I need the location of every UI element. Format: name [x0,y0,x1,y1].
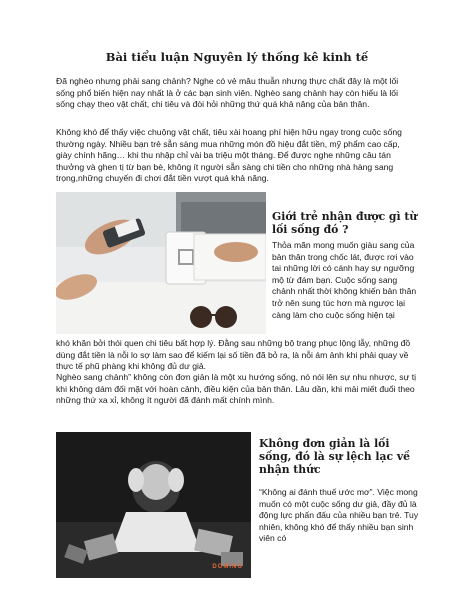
section-1-side-text: Thỏa mãn mong muốn giàu sang của bản thân trong chốc lát, được rơi vào tai những lời có cánh hay sự ngưỡng mộ từ đám bạn. Cuộc sống sang chảnh nhất thời không khiến bản thân trở nên sung túc hơn mà ngược lại càng làm cho cuộc sống hiện tại [272,240,417,320]
photo-caption-logo: DOMINO [212,564,243,570]
intro-paragraph-2: Không khó để thấy việc chuộng vật chất, tiêu xài hoang phí hiện hữu ngay trong cuộc sống thường ngày. Nhiều bạn trẻ sẵn sàng mua những món đồ hiệu đắt tiền, mỹ phẩm cao cấp, giày chính hãng… khi thu nhập chỉ vài ba triệu một tháng. Để được nghe những câu tán thưởng và ghen tị từ bạn bè, không ít người sẵn sàng chi tiền cho những nhà hàng sang trọng,những chuyến đi chơi đắt tiền vượt quá khả năng. [56,127,402,184]
card-payment-photo [56,192,266,334]
section-1-full-text: khó khăn bởi thói quen chi tiêu bất hợp lý. Đằng sau những bộ trang phục lộng lẫy, những đồ dùng đắt tiền là nỗi lo sợ làm sao để kiếm lại số tiền đã bỏ ra, là nỗi ám ảnh khi phải quay về thực tế phũ phàng khi không đủ dư giả. [56,338,411,372]
section-1-heading: Giới trẻ nhận được gì từ lối sống đó ? [272,210,418,236]
section-1-closing-text: Nghèo sang chảnh” không còn đơn giản là một xu hướng sống, nó nói lên sự nhu nhược, sự tị khi không dám đối mặt với hoàn cảnh, điều kiện của bản thân. Lâu dần, khi mải miết đuổi theo những thứ xa xỉ, không ít người đã đánh mất chính mình. [56,372,417,406]
section-2-heading: Không đơn giản là lối sống, đó là sự lệch lạc về nhận thức [259,437,410,476]
section-2-side-text: “Không ai đánh thuế ước mơ”. Việc mong muốn có một cuộc sống dư giả, đầy đủ là động lực phấn đấu của nhiều bạn trẻ. Tuy nhiên, không khó để thấy nhiều bạn sinh viên có [259,487,419,544]
stressed-student-photo [56,432,251,578]
intro-paragraph-1: Đã nghèo nhưng phải sang chảnh? Nghe có vẻ mâu thuẫn nhưng thực chất đây là một lối sống phổ biến hiện nay nhất là ở các bạn sinh viên. Nghèo sang chảnh hay còn hiểu là lối sống chạy theo vật chất, chi tiêu và đòi hỏi những thứ quá khả năng của bản thân. [56,76,399,110]
page-title: Bài tiểu luận Nguyên lý thống kê kinh tế [105,50,369,64]
